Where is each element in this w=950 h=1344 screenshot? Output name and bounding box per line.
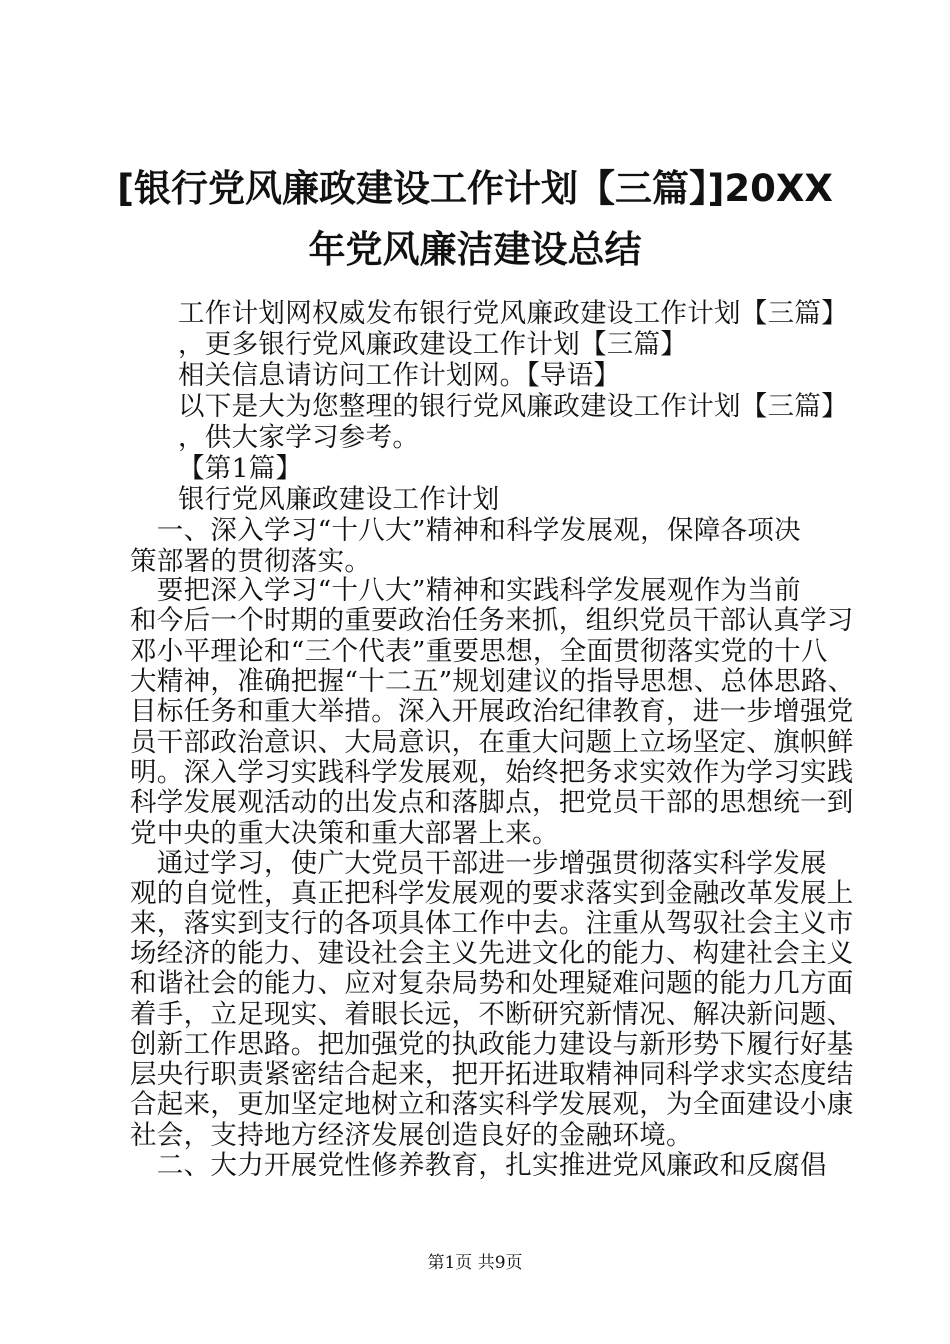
body-line: 一、深入学习“十八大”精神和科学发展观，保障各项决 [130,515,801,546]
body-line: 策部署的贯彻落实。 [130,546,372,577]
body-line: 场经济的能力、建设社会主义先进文化的能力、构建社会主义 [130,938,854,969]
body-line: 邓小平理论和“三个代表”重要思想，全面贯彻落实党的十八 [130,636,828,667]
intro-line: ，更多银行党风廉政建设工作计划【三篇】 [178,329,688,360]
intro-line: ，供大家学习参考。 [178,422,420,453]
body-line: 党中央的重大决策和重大部署上来。 [130,818,559,849]
body-line: 二、大力开展党性修养教育，扎实推进党风廉政和反腐倡 [130,1150,827,1181]
document-title-line-2: 年党风廉洁建设总结 [308,228,642,271]
body-line: 观的自觉性，真正把科学发展观的要求落实到金融改革发展上 [130,878,854,909]
body-line: 通过学习，使广大党员干部进一步增强贯彻落实科学发展 [130,848,827,879]
body-line: 员干部政治意识、大局意识，在重大问题上立场坚定、旗帜鲜 [130,727,854,758]
body-line: 着手，立足现实、着眼长远，不断研究新情况、解决新问题、 [130,999,854,1030]
body-line: 和谐社会的能力、应对复杂局势和处理疑难问题的能力几方面 [130,968,854,999]
section-heading: 【第1篇】 [178,453,303,484]
body-line: 明。深入学习实践科学发展观，始终把务求实效作为学习实践 [130,757,854,788]
body-line: 大精神，准确把握“十二五”规划建议的指导思想、总体思路、 [130,666,855,697]
page-footer: 第1页 共9页 [427,1253,523,1273]
intro-line: 相关信息请访问工作计划网。【导语】 [178,360,621,391]
intro-line: 以下是大为您整理的银行党风廉政建设工作计划【三篇】 [178,391,848,422]
section-subtitle: 银行党风廉政建设工作计划 [178,484,500,515]
body-line: 社会，支持地方经济发展创造良好的金融环境。 [130,1120,693,1151]
body-line: 创新工作思路。把加强党的执政能力建设与新形势下履行好基 [130,1029,854,1060]
body-line: 层央行职责紧密结合起来，把开拓进取精神同科学求实态度结 [130,1059,854,1090]
body-line: 要把深入学习“十八大”精神和实践科学发展观作为当前 [130,575,801,606]
body-line: 来，落实到支行的各项具体工作中去。注重从驾驭社会主义市 [130,908,854,939]
body-line: 和今后一个时期的重要政治任务来抓，组织党员干部认真学习 [130,605,854,636]
document-title-line-1: [银行党风廉政建设工作计划【三篇】]20XX [117,167,833,210]
body-line: 合起来，更加坚定地树立和落实科学发展观，为全面建设小康 [130,1089,854,1120]
body-line: 目标任务和重大举措。深入开展政治纪律教育，进一步增强党 [130,696,854,727]
intro-line: 工作计划网权威发布银行党风廉政建设工作计划【三篇】 [178,298,848,329]
body-line: 科学发展观活动的出发点和落脚点，把党员干部的思想统一到 [130,787,854,818]
